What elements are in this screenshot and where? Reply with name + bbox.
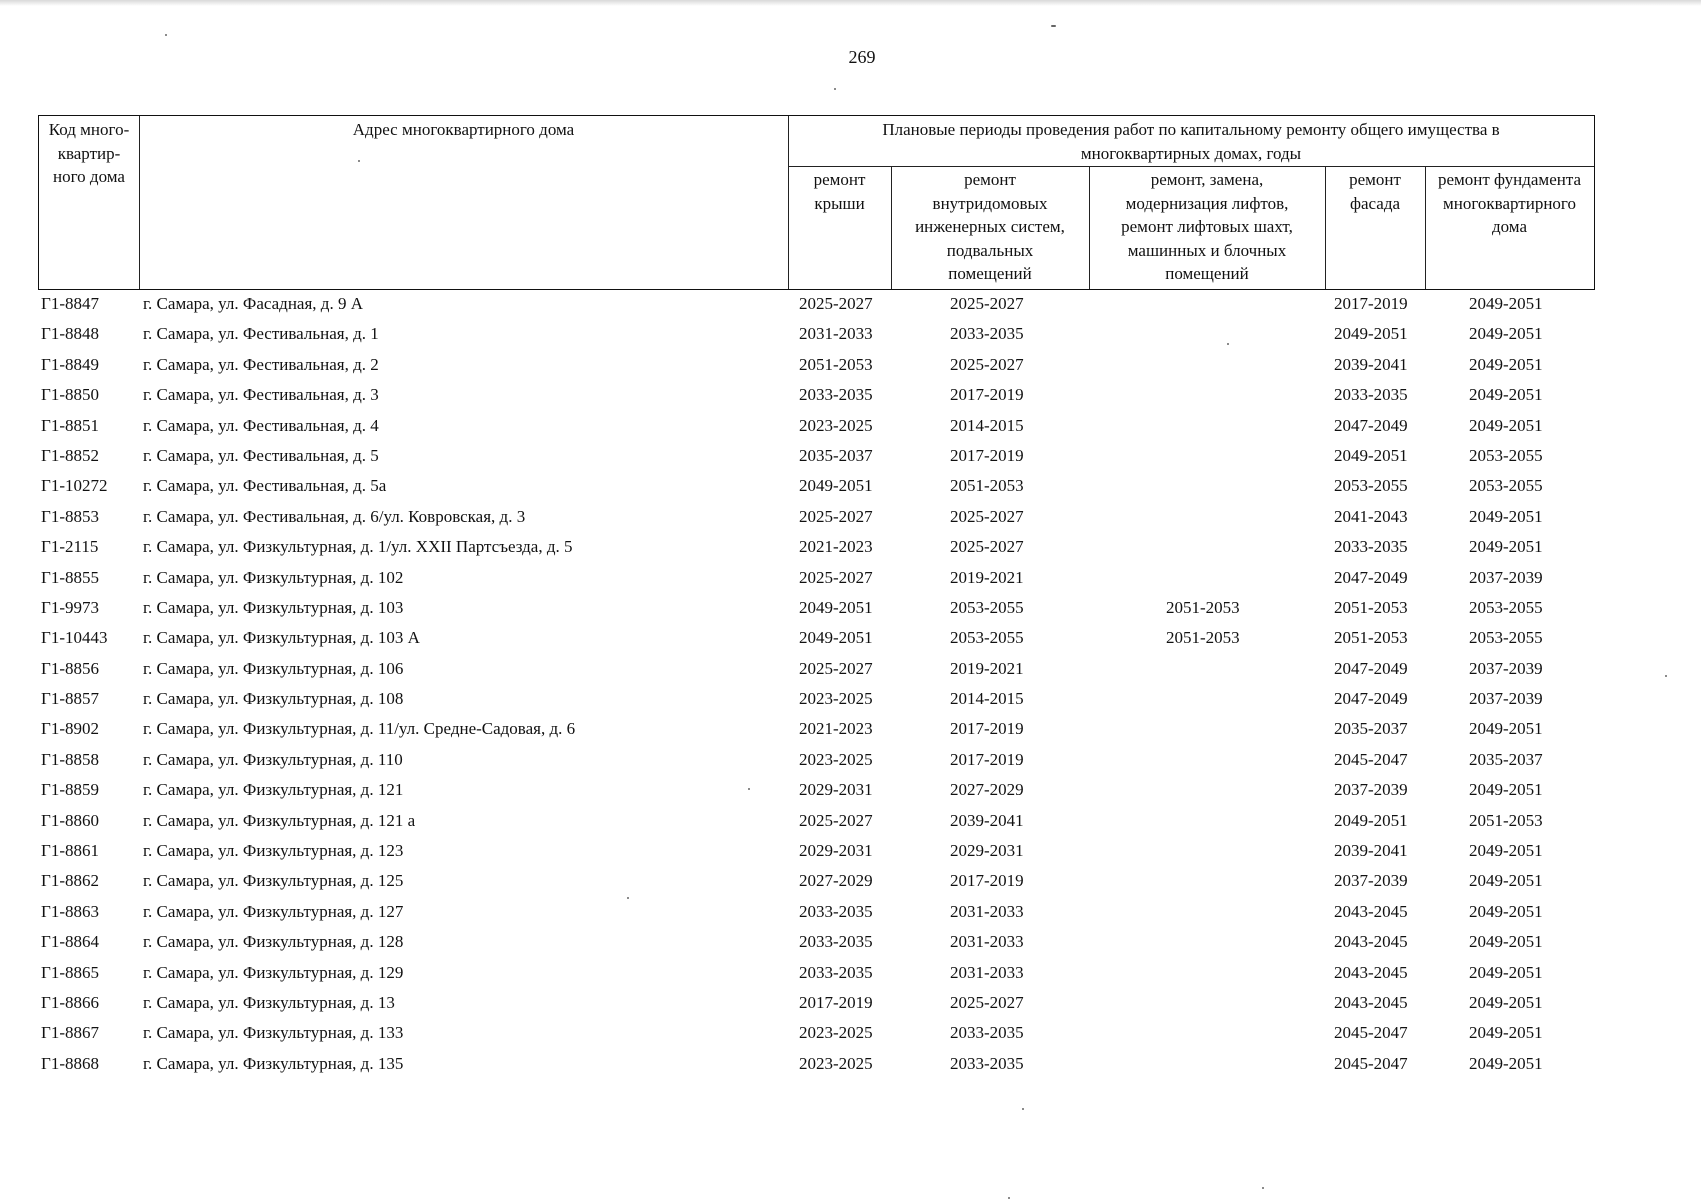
foundation-period: 2053-2055 <box>1469 628 1543 648</box>
roof-period: 2033-2035 <box>799 385 873 405</box>
foundation-period: 2049-2051 <box>1469 871 1543 891</box>
header-line: крыши <box>814 193 865 213</box>
header-line: подвальных <box>946 240 1034 260</box>
header-line: Адрес многоквартирного дома <box>352 120 575 139</box>
row-address: г. Самара, ул. Фестивальная, д. 4 <box>143 415 379 435</box>
roof-period: 2023-2025 <box>799 689 873 709</box>
roof-period: 2031-2033 <box>799 324 873 344</box>
row-code: Г1-8902 <box>41 719 99 739</box>
header-line: ремонт <box>964 170 1016 189</box>
row-code: Г1-8849 <box>41 354 99 374</box>
table-body <box>0 289 1701 1079</box>
foundation-period: 2049-2051 <box>1469 780 1543 800</box>
facade-period: 2045-2047 <box>1334 1023 1408 1043</box>
engineering-period: 2033-2035 <box>950 1023 1024 1043</box>
header-line: ного дома <box>53 167 125 186</box>
table-row <box>0 593 1701 623</box>
foundation-period: 2049-2051 <box>1469 841 1543 861</box>
facade-period: 2043-2045 <box>1334 901 1408 921</box>
foundation-period: 2049-2051 <box>1469 506 1543 526</box>
header-lifts <box>1089 168 1325 286</box>
header-line: многоквартирных домах, годы <box>1080 143 1302 163</box>
engineering-period: 2014-2015 <box>950 689 1024 709</box>
row-address: г. Самара, ул. Фестивальная, д. 6/ул. Ковровская, д. 3 <box>143 506 526 526</box>
row-code: Г1-8861 <box>41 841 99 861</box>
facade-period: 2033-2035 <box>1334 537 1408 557</box>
foundation-period: 2049-2051 <box>1469 385 1543 405</box>
row-address: г. Самара, ул. Физкультурная, д. 1/ул. XXII Партсъезда, д. 5 <box>143 537 573 557</box>
facade-period: 2043-2045 <box>1334 932 1408 952</box>
roof-period: 2023-2025 <box>799 749 873 769</box>
engineering-period: 2031-2033 <box>950 901 1024 921</box>
facade-period: 2043-2045 <box>1334 992 1408 1012</box>
row-address: г. Самара, ул. Физкультурная, д. 129 <box>143 962 404 982</box>
header-divider <box>788 166 1594 167</box>
facade-period: 2047-2049 <box>1334 658 1408 678</box>
engineering-period: 2014-2015 <box>950 415 1024 435</box>
row-code: Г1-8862 <box>41 871 99 891</box>
header-line: квартир- <box>57 143 121 163</box>
row-address: г. Самара, ул. Физкультурная, д. 108 <box>143 689 404 709</box>
scan-speck <box>165 34 167 36</box>
foundation-period: 2049-2051 <box>1469 1053 1543 1073</box>
header-line: помещений <box>948 264 1032 283</box>
facade-period: 2051-2053 <box>1334 597 1408 617</box>
row-address: г. Самара, ул. Физкультурная, д. 135 <box>143 1053 404 1073</box>
engineering-period: 2025-2027 <box>950 992 1024 1012</box>
roof-period: 2033-2035 <box>799 932 873 952</box>
engineering-period: 2017-2019 <box>950 871 1024 891</box>
facade-period: 2047-2049 <box>1334 689 1408 709</box>
header-line: многоквартирного <box>1443 193 1576 213</box>
row-address: г. Самара, ул. Физкультурная, д. 11/ул. Средне-Садовая, д. 6 <box>143 719 576 739</box>
facade-period: 2049-2051 <box>1334 810 1408 830</box>
roof-period: 2021-2023 <box>799 537 873 557</box>
foundation-period: 2049-2051 <box>1469 992 1543 1012</box>
foundation-period: 2049-2051 <box>1469 294 1543 313</box>
table-row <box>0 532 1701 562</box>
row-address: г. Самара, ул. Физкультурная, д. 125 <box>143 871 404 891</box>
foundation-period: 2049-2051 <box>1469 537 1543 557</box>
lifts-period: 2051-2053 <box>1166 597 1240 617</box>
roof-period: 2025-2027 <box>799 567 873 587</box>
header-roof <box>788 168 891 215</box>
row-address: г. Самара, ул. Физкультурная, д. 123 <box>143 841 404 861</box>
roof-period: 2025-2027 <box>799 506 873 526</box>
header-periods <box>788 118 1594 165</box>
roof-period: 2051-2053 <box>799 354 873 374</box>
row-code: Г1-10272 <box>41 476 108 496</box>
row-code: Г1-8852 <box>41 445 99 465</box>
facade-period: 2033-2035 <box>1334 385 1408 405</box>
facade-period: 2035-2037 <box>1334 719 1408 739</box>
row-code: Г1-8857 <box>41 689 99 709</box>
header-line: помещений <box>1165 264 1249 283</box>
header-line: ремонт лифтовых шахт, <box>1121 217 1293 236</box>
row-address: г. Самара, ул. Физкультурная, д. 121 а <box>143 810 416 830</box>
engineering-period: 2033-2035 <box>950 1053 1024 1073</box>
foundation-period: 2053-2055 <box>1469 445 1543 465</box>
row-address: г. Самара, ул. Фестивальная, д. 5 <box>143 445 379 465</box>
scan-top-edge <box>0 0 1701 6</box>
row-address: г. Самара, ул. Фасадная, д. 9 А <box>143 294 363 313</box>
scan-speck <box>834 88 836 90</box>
roof-period: 2029-2031 <box>799 780 873 800</box>
foundation-period: 2051-2053 <box>1469 810 1543 830</box>
row-address: г. Самара, ул. Физкультурная, д. 121 <box>143 780 404 800</box>
facade-period: 2041-2043 <box>1334 506 1408 526</box>
row-address: г. Самара, ул. Физкультурная, д. 102 <box>143 567 404 587</box>
header-line: Код много- <box>48 120 130 139</box>
row-address: г. Самара, ул. Фестивальная, д. 2 <box>143 354 379 374</box>
facade-period: 2017-2019 <box>1334 294 1408 313</box>
row-code: Г1-8868 <box>41 1053 99 1073</box>
engineering-period: 2025-2027 <box>950 506 1024 526</box>
header-line: ремонт фундамента <box>1437 170 1582 189</box>
header-foundation <box>1425 168 1594 239</box>
table-row <box>0 927 1701 957</box>
facade-period: 2045-2047 <box>1334 1053 1408 1073</box>
foundation-period: 2049-2051 <box>1469 962 1543 982</box>
header-facade <box>1325 168 1425 215</box>
scan-speck <box>1051 25 1056 27</box>
row-address: г. Самара, ул. Физкультурная, д. 128 <box>143 932 404 952</box>
row-address: г. Самара, ул. Физкультурная, д. 103 <box>143 597 404 617</box>
engineering-period: 2033-2035 <box>950 324 1024 344</box>
facade-period: 2053-2055 <box>1334 476 1408 496</box>
roof-period: 2049-2051 <box>799 597 873 617</box>
engineering-period: 2027-2029 <box>950 780 1024 800</box>
row-address: г. Самара, ул. Физкультурная, д. 133 <box>143 1023 404 1043</box>
facade-period: 2039-2041 <box>1334 841 1408 861</box>
table-row <box>0 714 1701 744</box>
roof-period: 2029-2031 <box>799 841 873 861</box>
table-row <box>0 654 1701 684</box>
table-row <box>0 380 1701 410</box>
engineering-period: 2025-2027 <box>950 354 1024 374</box>
facade-period: 2047-2049 <box>1334 415 1408 435</box>
header-engineering <box>891 168 1089 286</box>
header-line: дома <box>1491 217 1527 236</box>
engineering-period: 2031-2033 <box>950 932 1024 952</box>
facade-period: 2039-2041 <box>1334 354 1408 374</box>
roof-period: 2025-2027 <box>799 658 873 678</box>
header-line: внутридомовых <box>932 193 1048 213</box>
foundation-period: 2037-2039 <box>1469 567 1543 587</box>
header-line: модернизация лифтов, <box>1125 193 1289 213</box>
row-address: г. Самара, ул. Фестивальная, д. 1 <box>143 324 379 344</box>
engineering-period: 2031-2033 <box>950 962 1024 982</box>
table-row <box>0 623 1701 653</box>
engineering-period: 2017-2019 <box>950 445 1024 465</box>
row-code: Г1-8866 <box>41 992 99 1012</box>
table-row <box>0 563 1701 593</box>
table-row <box>0 441 1701 471</box>
scan-speck <box>1262 1187 1264 1189</box>
roof-period: 2023-2025 <box>799 415 873 435</box>
row-code: Г1-8850 <box>41 385 99 405</box>
row-code: Г1-10443 <box>41 628 108 648</box>
row-code: Г1-8858 <box>41 749 99 769</box>
table-row <box>0 866 1701 896</box>
table-row <box>0 775 1701 805</box>
header-line: ремонт, замена, <box>1150 170 1264 189</box>
header-line: инженерных систем, <box>915 217 1065 236</box>
scan-speck <box>358 160 360 162</box>
row-code: Г1-8859 <box>41 780 99 800</box>
engineering-period: 2017-2019 <box>950 385 1024 405</box>
row-code: Г1-8865 <box>41 962 99 982</box>
row-address: г. Самара, ул. Фестивальная, д. 5а <box>143 476 387 496</box>
header-line: машинных и блочных <box>1127 240 1287 260</box>
facade-period: 2047-2049 <box>1334 567 1408 587</box>
roof-period: 2033-2035 <box>799 901 873 921</box>
table-row <box>0 745 1701 775</box>
foundation-period: 2037-2039 <box>1469 658 1543 678</box>
scan-speck <box>1008 1197 1010 1199</box>
facade-period: 2037-2039 <box>1334 871 1408 891</box>
table-row <box>0 319 1701 349</box>
row-address: г. Самара, ул. Фестивальная, д. 3 <box>143 385 379 405</box>
header-address <box>139 118 788 142</box>
row-address: г. Самара, ул. Физкультурная, д. 110 <box>143 749 403 769</box>
table-row <box>0 1018 1701 1048</box>
facade-period: 2051-2053 <box>1334 628 1408 648</box>
scan-speck <box>1227 343 1229 345</box>
scan-speck <box>1665 675 1667 677</box>
roof-period: 2049-2051 <box>799 628 873 648</box>
row-code: Г1-8860 <box>41 810 99 830</box>
row-code: Г1-8853 <box>41 506 99 526</box>
header-line: фасада <box>1349 193 1401 213</box>
foundation-period: 2049-2051 <box>1469 1023 1543 1043</box>
foundation-period: 2049-2051 <box>1469 354 1543 374</box>
row-address: г. Самара, ул. Физкультурная, д. 103 А <box>143 628 420 648</box>
engineering-period: 2019-2021 <box>950 567 1024 587</box>
facade-period: 2045-2047 <box>1334 749 1408 769</box>
table-row <box>0 897 1701 927</box>
engineering-period: 2025-2027 <box>950 294 1024 313</box>
table-row <box>0 1049 1701 1079</box>
roof-period: 2025-2027 <box>799 810 873 830</box>
roof-period: 2033-2035 <box>799 962 873 982</box>
header-line: Плановые периоды проведения работ по капитальному ремонту общего имущества в <box>882 120 1500 139</box>
table-row <box>0 684 1701 714</box>
facade-period: 2043-2045 <box>1334 962 1408 982</box>
lifts-period: 2051-2053 <box>1166 628 1240 648</box>
table-row <box>0 836 1701 866</box>
header-line: ремонт <box>813 170 866 189</box>
row-code: Г1-8851 <box>41 415 99 435</box>
foundation-period: 2049-2051 <box>1469 324 1543 344</box>
row-code: Г1-8855 <box>41 567 99 587</box>
engineering-period: 2025-2027 <box>950 537 1024 557</box>
engineering-period: 2029-2031 <box>950 841 1024 861</box>
row-address: г. Самара, ул. Физкультурная, д. 127 <box>143 901 404 921</box>
scan-speck <box>627 897 629 899</box>
foundation-period: 2053-2055 <box>1469 597 1543 617</box>
scan-speck <box>748 788 750 790</box>
foundation-period: 2049-2051 <box>1469 719 1543 739</box>
foundation-period: 2037-2039 <box>1469 689 1543 709</box>
roof-period: 2023-2025 <box>799 1023 873 1043</box>
foundation-period: 2053-2055 <box>1469 476 1543 496</box>
engineering-period: 2017-2019 <box>950 719 1024 739</box>
roof-period: 2021-2023 <box>799 719 873 739</box>
row-code: Г1-8863 <box>41 901 99 921</box>
header-divider <box>139 116 140 289</box>
roof-period: 2025-2027 <box>799 294 873 313</box>
engineering-period: 2017-2019 <box>950 749 1024 769</box>
engineering-period: 2053-2055 <box>950 597 1024 617</box>
table-header <box>38 115 1595 290</box>
engineering-period: 2053-2055 <box>950 628 1024 648</box>
table-row <box>0 471 1701 501</box>
row-address: г. Самара, ул. Физкультурная, д. 13 <box>143 992 395 1012</box>
roof-period: 2049-2051 <box>799 476 873 496</box>
table-row <box>0 350 1701 380</box>
table-row <box>0 411 1701 441</box>
foundation-period: 2049-2051 <box>1469 932 1543 952</box>
row-code: Г1-8856 <box>41 658 99 678</box>
page-number: 269 <box>848 47 876 67</box>
foundation-period: 2035-2037 <box>1469 749 1543 769</box>
facade-period: 2049-2051 <box>1334 324 1408 344</box>
roof-period: 2035-2037 <box>799 445 873 465</box>
row-code: Г1-8847 <box>41 294 99 313</box>
row-code: Г1-8864 <box>41 932 99 952</box>
facade-period: 2049-2051 <box>1334 445 1408 465</box>
roof-period: 2023-2025 <box>799 1053 873 1073</box>
table-row <box>0 289 1701 319</box>
engineering-period: 2019-2021 <box>950 658 1024 678</box>
table-row <box>0 958 1701 988</box>
facade-period: 2037-2039 <box>1334 780 1408 800</box>
engineering-period: 2039-2041 <box>950 810 1024 830</box>
row-code: Г1-9973 <box>41 597 99 617</box>
header-code <box>39 118 139 189</box>
roof-period: 2017-2019 <box>799 992 873 1012</box>
row-address: г. Самара, ул. Физкультурная, д. 106 <box>143 658 404 678</box>
roof-period: 2027-2029 <box>799 871 873 891</box>
table-row <box>0 502 1701 532</box>
row-code: Г1-8848 <box>41 324 99 344</box>
engineering-period: 2051-2053 <box>950 476 1024 496</box>
table-row <box>0 806 1701 836</box>
header-line: ремонт <box>1349 170 1401 189</box>
table-row <box>0 988 1701 1018</box>
row-code: Г1-8867 <box>41 1023 99 1043</box>
scan-speck <box>1022 1108 1024 1110</box>
row-code: Г1-2115 <box>41 537 99 557</box>
foundation-period: 2049-2051 <box>1469 415 1543 435</box>
foundation-period: 2049-2051 <box>1469 901 1543 921</box>
